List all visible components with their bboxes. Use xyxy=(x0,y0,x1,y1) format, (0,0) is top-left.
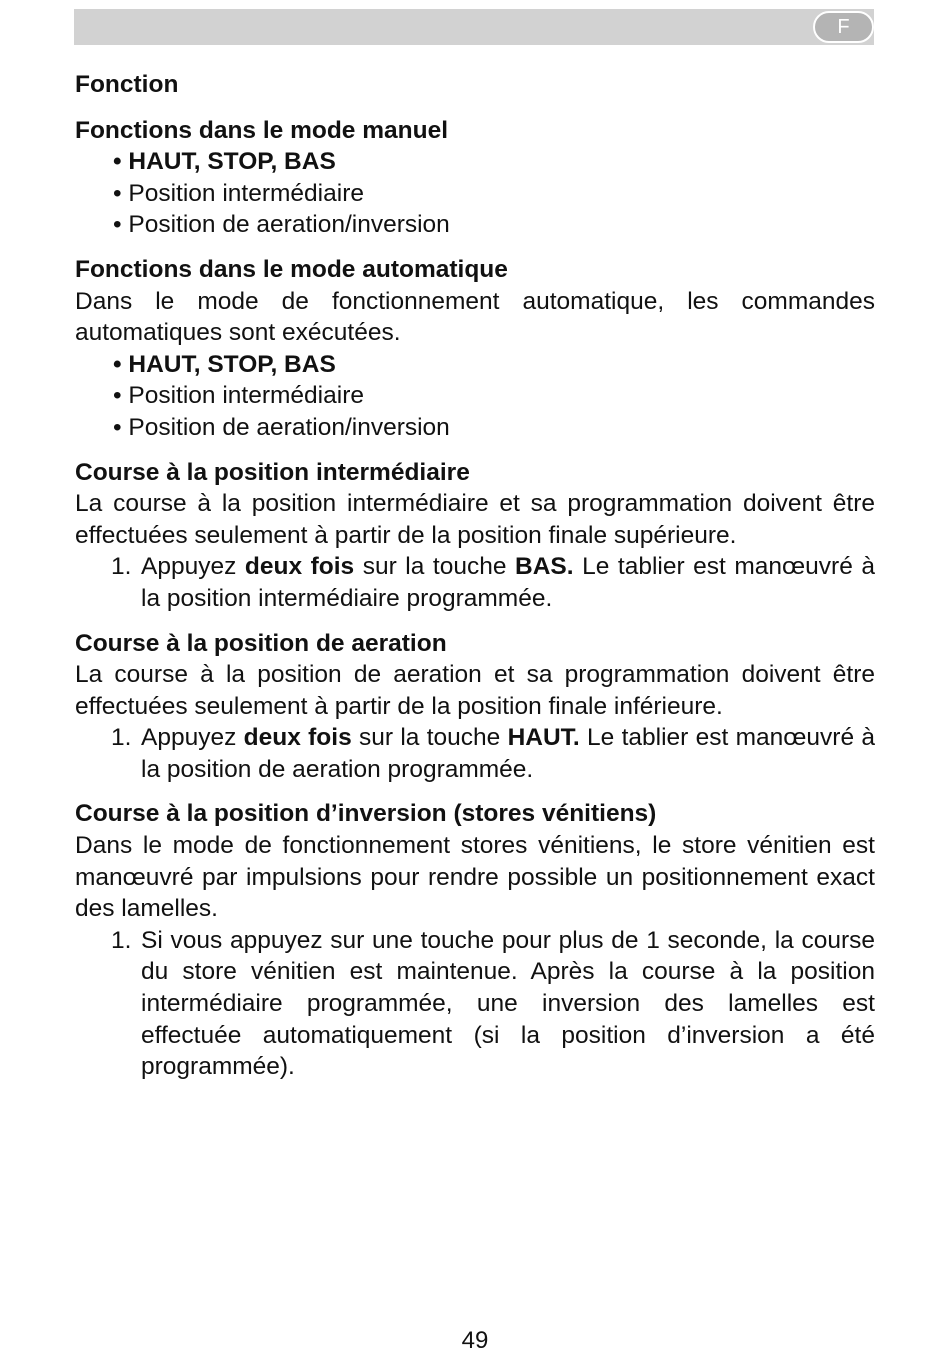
page-content xyxy=(75,69,875,1096)
step-emphasis: deux fois xyxy=(243,724,352,752)
list-item: • HAUT, STOP, BAS xyxy=(113,349,875,381)
step-key-name: BAS. xyxy=(515,553,574,581)
step-item xyxy=(111,722,875,785)
step-list xyxy=(75,925,875,1083)
step-text: Le tablier est manœuvré à la position intermédiaire programmée. xyxy=(141,553,875,612)
page-title: Fonction xyxy=(75,71,179,98)
list-item: • Position intermédiaire xyxy=(113,178,875,210)
section-aeration-position xyxy=(75,628,875,786)
section-heading: Course à la position d’inversion (stores vénitiens) xyxy=(75,800,657,828)
step-list xyxy=(75,551,875,614)
section-text: La course à la position de aeration et sa programmation doivent être effectuées seulement à partir de la position finale inférieure. xyxy=(75,661,875,720)
list-item: • Position de aeration/inversion xyxy=(113,209,875,241)
step-list xyxy=(75,722,875,785)
section-heading: Fonctions dans le mode automatique xyxy=(75,255,508,283)
step-text: sur la touche xyxy=(354,553,515,581)
bullet-list xyxy=(75,146,875,241)
step-number: 1. xyxy=(111,724,132,752)
bullet-list xyxy=(75,349,875,444)
list-item: • Position de aeration/inversion xyxy=(113,412,875,444)
section-intermediate-position xyxy=(75,457,875,615)
section-heading: Course à la position intermédiaire xyxy=(75,458,470,486)
step-emphasis: deux fois xyxy=(244,553,355,581)
language-tab: F xyxy=(813,11,874,43)
step-number: 1. xyxy=(111,553,132,581)
step-text: sur la touche xyxy=(351,724,508,752)
step-key-name: HAUT. xyxy=(507,724,580,752)
section-heading: Fonctions dans le mode manuel xyxy=(75,116,449,144)
header-bar xyxy=(74,9,874,45)
step-item xyxy=(111,925,875,1083)
section-text: Dans le mode de fonctionnement automatique, les commandes automatiques sont exécutées. xyxy=(75,287,875,347)
step-item xyxy=(111,551,875,614)
list-item: • Position intermédiaire xyxy=(113,380,875,412)
step-text: Si vous appuyez sur une touche pour plus de 1 seconde, la course du store vénitien est maintenue. Après la course à la position intermédiaire programmée, une inversion des lamelles est effectuée automatiquement (si la position d’inversion a été programmée). xyxy=(141,926,875,1081)
step-text: Appuyez xyxy=(141,724,244,752)
step-number: 1. xyxy=(111,926,132,954)
section-manual-mode xyxy=(75,115,875,241)
section-inversion-position xyxy=(75,798,875,1082)
section-automatic-mode xyxy=(75,254,875,444)
step-text: Appuyez xyxy=(141,553,245,581)
section-text: La course à la position intermédiaire et sa programmation doivent être effectuées seulement à partir de la position finale supérieure. xyxy=(75,490,875,549)
list-item: • HAUT, STOP, BAS xyxy=(113,146,875,178)
step-text: Le tablier est manœuvré à la position de aeration programmée. xyxy=(141,724,875,783)
section-heading: Course à la position de aeration xyxy=(75,629,447,657)
section-text: Dans le mode de fonctionnement stores vénitiens, le store vénitien est manœuvré par impulsions pour rendre possible un positionnement exact des lamelles. xyxy=(75,832,875,923)
page-number: 49 xyxy=(461,1327,489,1354)
